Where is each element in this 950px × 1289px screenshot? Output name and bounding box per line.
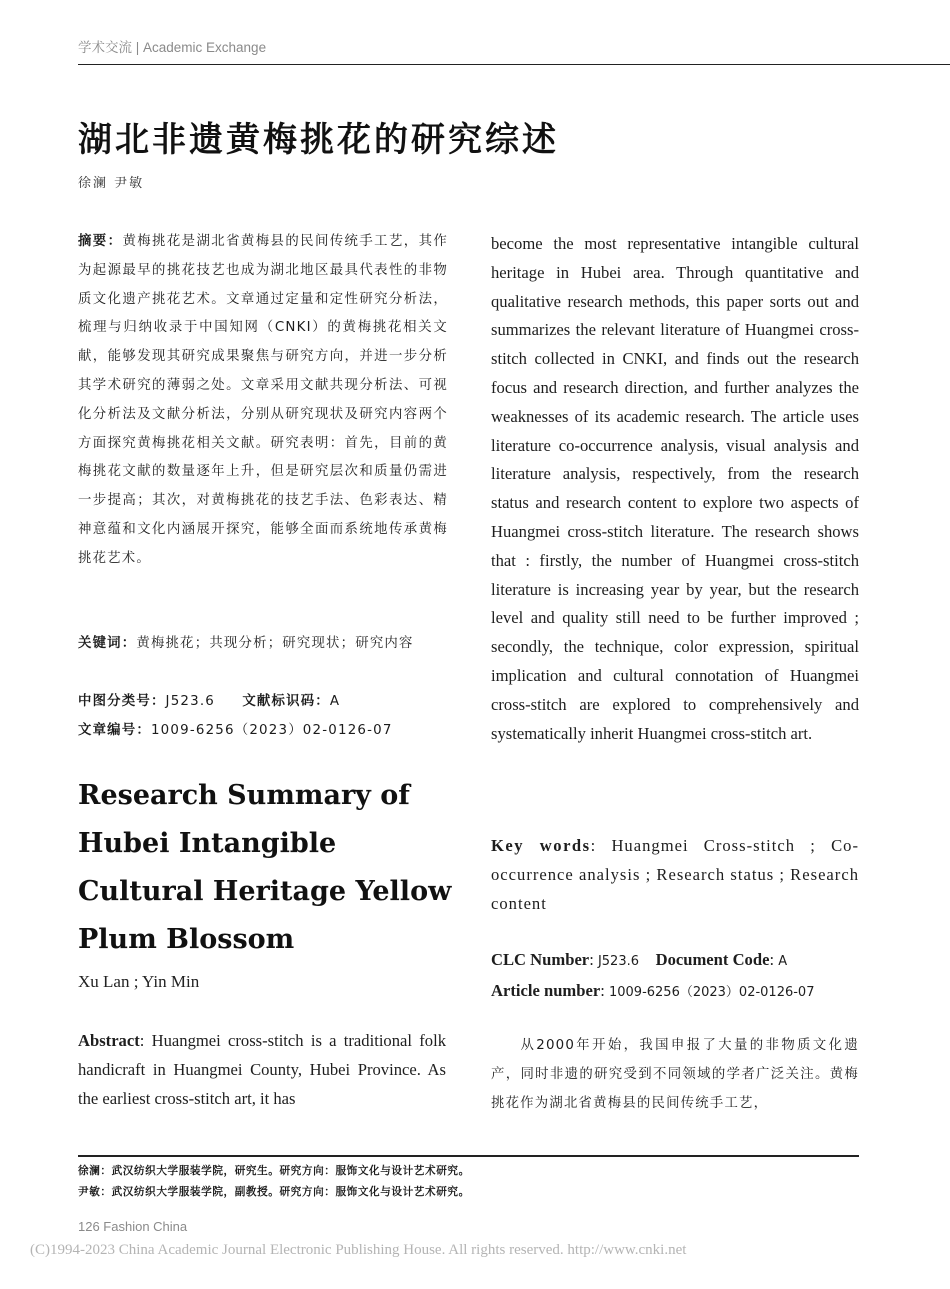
doc-code-cn-label: 文献标识码： xyxy=(242,694,330,709)
abstract-en-text-part1: : Huangmei cross-stitch is a traditional folk handicraft in Huangmei County, Hubei Province. As the earliest cross-stitch art, it has xyxy=(78,1031,446,1108)
abstract-cn-label: 摘要： xyxy=(78,234,123,249)
footnote-divider xyxy=(78,1155,859,1157)
clc-cn-value: J523.6 xyxy=(165,694,216,709)
article-number-cn-value: 1009-6256（2023）02-0126-07 xyxy=(150,722,393,738)
keywords-cn xyxy=(78,630,450,659)
footnote-author-2: 尹敏：武汉纺织大学服装学院，副教授。研究方向：服饰文化与设计艺术研究。 xyxy=(78,1186,470,1198)
keywords-cn-text: 黄梅挑花；共现分析；研究现状；研究内容 xyxy=(136,636,414,651)
classification-en: CLC Number: J523.6 Document Code: A Article number: 1009-6256（2023）02-0126-07 xyxy=(491,950,815,1000)
doc-code-en-label: Document Code xyxy=(655,950,770,969)
section-label: 学术交流 | Academic Exchange xyxy=(78,40,267,55)
article-number-en-label: Article number xyxy=(491,980,601,1000)
clc-en-label: CLC Number xyxy=(491,950,590,969)
authors-cn: 徐澜 尹敏 xyxy=(78,176,145,191)
footnote-author-1: 徐澜：武汉纺织大学服装学院，研究生。研究方向：服饰文化与设计艺术研究。 xyxy=(78,1165,470,1177)
header-divider xyxy=(78,64,950,65)
page-footer: 126 Fashion China xyxy=(78,1219,188,1234)
doc-code-en-value: A xyxy=(778,954,788,969)
keywords-en-label: Key words xyxy=(491,836,591,855)
article-title-en: Research Summary of Hubei Intangible Cultural Heritage Yellow Plum Blossom xyxy=(78,780,452,955)
clc-en-value: J523.6 xyxy=(597,954,640,969)
keywords-cn-label: 关键词： xyxy=(78,636,137,651)
article-number-en-value: 1009-6256（2023）02-0126-07 xyxy=(608,984,815,1000)
copyright-notice: (C)1994-2023 China Academic Journal Electronic Publishing House. All rights reserved. http://www.cnki.net xyxy=(30,1242,687,1258)
abstract-cn-text: 黄梅挑花是湖北省黄梅县的民间传统手工艺，其作为起源最早的挑花技艺也成为湖北地区最具代表性的非物质文化遗产挑花艺术。文章通过定量和定性研究分析法，梳理与归纳收录于中国知网（CNKI）的黄梅挑花相关文献，能够发现其研究成果聚焦与研究方向，并进一步分析其学术研究的薄弱之处。文章采用文献共现分析法、可视化分析法及文献分析法，分别从研究现状及研究内容两个方面探究黄梅挑花相关文献。研究表明：首先，目前的黄梅挑花文献的数量逐年上升，但是研究层次和质量仍需进一步提高；其次，对黄梅挑花的技艺手法、色彩表达、精神意蕴和文化内涵展开探究，能够全面而系统地传承黄梅挑花艺术。 xyxy=(78,234,448,566)
doc-code-cn-value: A xyxy=(329,694,341,709)
article-title: 湖北非遗黄梅挑花的研究综述 xyxy=(78,120,559,160)
body-intro-cn: 从2000年开始，我国申报了大量的非物质文化遗产，同时非遗的研究受到不同领域的学者广泛关注。黄梅挑花作为湖北省黄梅县的民间传统手工艺， xyxy=(491,1038,859,1111)
article-number-cn-label: 文章编号： xyxy=(78,722,151,738)
abstract-en-label: Abstract xyxy=(78,1031,140,1050)
clc-cn-label: 中图分类号： xyxy=(78,694,166,709)
authors-en: Xu Lan ; Yin Min xyxy=(78,972,200,991)
abstract-en-part2: become the most representative intangible cultural heritage in Hubei area. Through quantitative and qualitative research methods, this paper sorts out and summarizes the relevant literature of Huangmei cross-stitch collected in CNKI, and finds out the research focus and research direction, and further analyzes the weaknesses of its academic research. The article uses literature co-occurrence analysis, visual analysis and literature analysis, respectively, from the research status and research content to explore two aspects of Huangmei cross-stitch literature. The research shows that : firstly, the number of Huangmei cross-stitch literature is increasing year by year, but the research level and quality still need to be further improved ; secondly, the technique, color expression, spiritual implication and cultural connotation of Huangmei cross-stitch are explored to comprehensively and systematically inherit Huangmei cross-stitch art. xyxy=(491,234,859,743)
keywords-en-text: : Huangmei Cross-stitch ; Co-occurrence analysis ; Research status ; Research content xyxy=(491,836,859,913)
abstract-cn xyxy=(78,228,448,574)
keywords-en xyxy=(491,832,859,918)
abstract-en-part1 xyxy=(78,1027,446,1113)
classification-cn xyxy=(78,688,450,746)
